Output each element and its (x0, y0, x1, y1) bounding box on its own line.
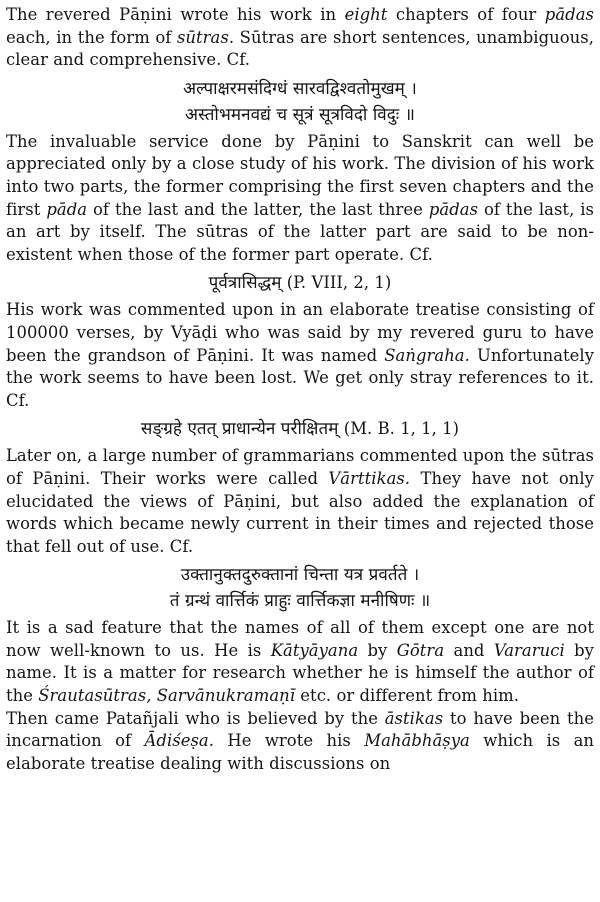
paragraph-patanjali (6, 708, 594, 776)
text: The invaluable service done by Pāṇini to Sanskrit can well be appreciated only by a close study of his work. The division of his work into two parts, the former comprising the first seven chapters and the first (6, 131, 594, 219)
text: He wrote his (214, 731, 365, 751)
italic-term: Kātyāyana (270, 640, 359, 660)
paragraph-panini-service (6, 131, 594, 267)
verse-line: अस्तोभमनवद्यं च सूत्रं सूत्रविदो विदुः ॥ (185, 104, 415, 125)
sanskrit-verse-varttika-definition (6, 558, 594, 617)
text: Sūtras are short sentences, unambiguous, clear and comprehensive. Cf. (6, 27, 594, 70)
text: each, in the form of (6, 27, 177, 47)
sanskrit-text: पूर्वत्रासिद्धम् (208, 273, 282, 294)
citation-reference: (M. B. 1, 1, 1) (338, 419, 460, 439)
text: The revered Pāṇini wrote his work in (6, 5, 345, 24)
text: of the last, is an art by itself. The sūtras of the latter part are said to be non-existent when those of the former part operate. Cf. (6, 199, 595, 264)
verse-line: अल्पाक्षरमसंदिग्धं सारवद्विश्वतोमुखम् । (183, 78, 417, 99)
sanskrit-verse-sutra-definition (6, 72, 594, 131)
verse-line: उक्तानुक्तदुरुक्तानां चिन्ता यत्र प्रवर्तते । (180, 565, 420, 586)
text: His work was commented upon in an elaborate treatise consisting of 100000 verses, by Vyāḍi who was said by my revered guru to have been the grandson of Pāṇini. It was named (6, 300, 594, 365)
italic-term: Saṅgraha. (384, 345, 470, 365)
sanskrit-citation-purvatrasiddham (6, 266, 594, 299)
italic-term: pāda (46, 199, 88, 219)
text: They have not only elucidated the views of Pāṇini, but also added the explanation of words which became newly current in their times and rejected those that fell out of use. Cf. (6, 468, 594, 556)
text: by name. It is a matter for research whether he is himself the author of the (6, 640, 594, 706)
italic-term: Mahābhāṣya (364, 731, 470, 751)
italic-term: pādas (544, 5, 594, 24)
text: Unfortunately the work seems to have been lost. We get only stray references to it. Cf. (6, 345, 595, 410)
text: of the last and the latter, the last three (87, 199, 429, 219)
text: chapters of four (387, 5, 545, 24)
italic-term: Vārttikas. (328, 468, 411, 488)
paragraph-vyadi (6, 299, 594, 412)
text: Then came Patañjali who is believed by the (6, 708, 385, 728)
italic-term: eight (344, 5, 388, 24)
italic-term: Vararuci (493, 640, 565, 660)
text: by (358, 640, 397, 660)
italic-term: Gōtra (396, 640, 445, 660)
text: which is an elaborate treatise dealing with discussions on (6, 731, 595, 773)
text: to have been the incarnation of (6, 708, 594, 751)
italic-term: āstikas (384, 708, 444, 728)
paragraph-katyayana (6, 617, 594, 707)
text: Later on, a large number of grammarians commented upon the sūtras of Pāṇini. Their works were called (6, 446, 594, 488)
text: and (444, 640, 494, 660)
paragraph-varttikas (6, 445, 594, 558)
citation-reference: (P. VIII, 2, 1) (281, 273, 392, 293)
italic-term: Ādiśeṣa. (144, 731, 214, 751)
italic-term: pādas (428, 199, 479, 219)
text: It is a sad feature that the names of all of them except one are not now well-known to us. He is (6, 618, 594, 660)
verse-line: तं ग्रन्थं वार्त्तिकं प्राहुः वार्त्तिकज्ञा मनीषिणः ॥ (169, 591, 431, 612)
sanskrit-text: सङ्ग्रहे एतत् प्राधान्येन परीक्षितम् (140, 419, 339, 440)
sanskrit-citation-sangraha (6, 412, 594, 445)
paragraph-panini-sutras (6, 4, 594, 72)
text: etc. or different from him. (295, 686, 519, 706)
italic-term: sūtras. (176, 27, 235, 47)
italic-term: Śrautasūtras, Sarvānukramaṇī (38, 686, 296, 706)
